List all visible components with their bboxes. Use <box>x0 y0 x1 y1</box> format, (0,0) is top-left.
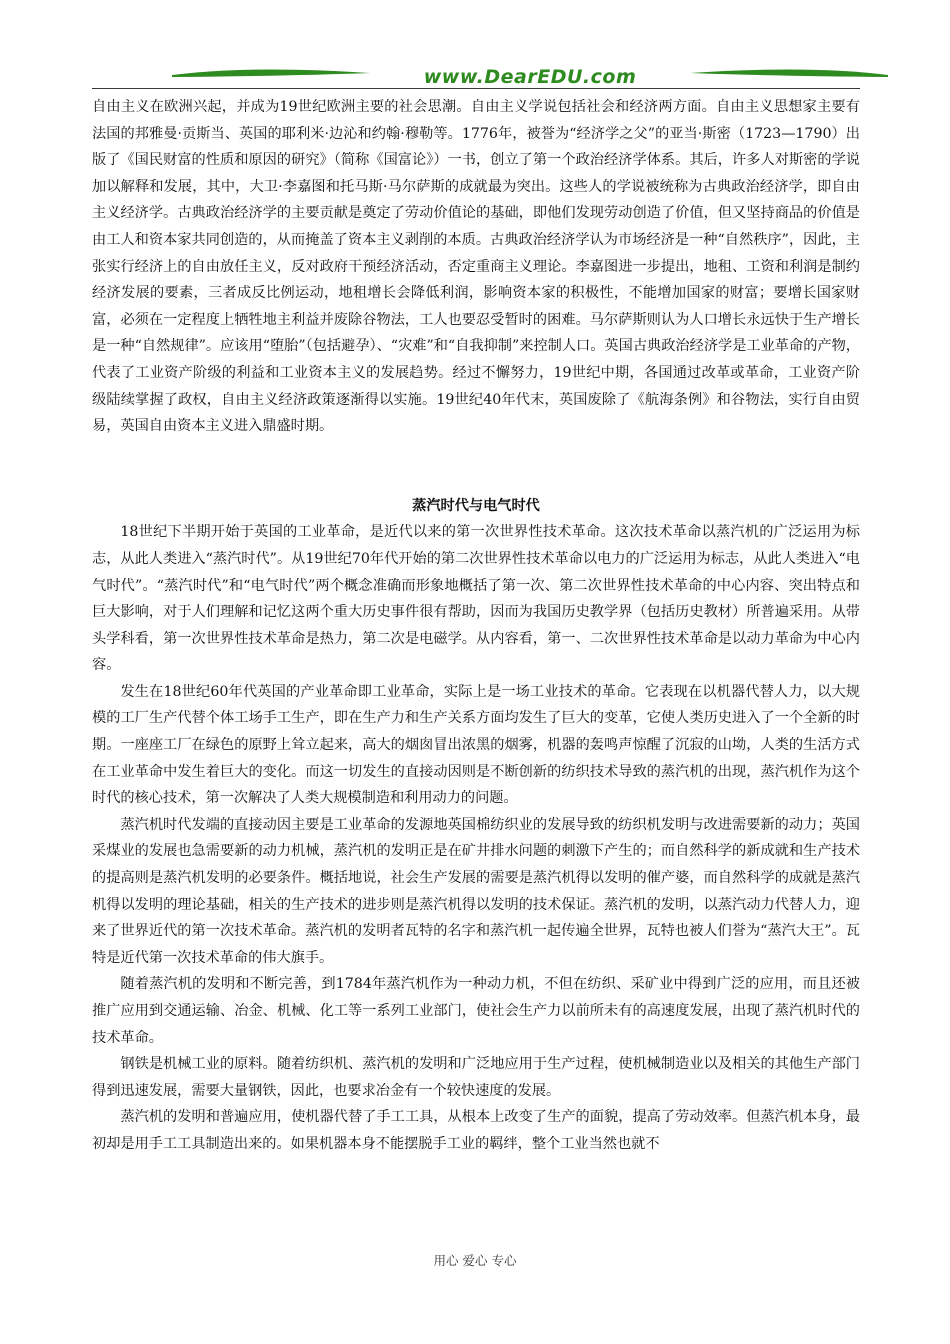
section-gap <box>92 440 860 493</box>
body-paragraph: 发生在18世纪60年代英国的产业革命即工业革命，实际上是一场工业技术的革命。它表现在以机器代替人力，以大规模的工厂生产代替个体工场手工生产，即在生产力和生产关系方面均发生了巨大的变革，它使人类历史进入了一个全新的时期。一座座工厂在绿色的原野上耸立起来，高大的烟囱冒出浓黑的烟雾，机器的轰鸣声惊醒了沉寂的山坳，人类的生活方式在工业革命中发生着巨大的变化。而这一切发生的直接动因则是不断创新的纺织技术导致的蒸汽机的出现，蒸汽机作为这个时代的核心技术，第一次解决了人类大规模制造和利用动力的问题。 <box>92 683 860 807</box>
body-paragraph: 蒸汽机的发明和普遍应用，使机器代替了手工工具，从根本上改变了生产的面貌，提高了劳动效率。但蒸汽机本身，最初却是用手工工具制造出来的。如果机器本身不能摆脱手工业的羁绊，整个工业当然也就不 <box>92 1109 860 1152</box>
page-footer: 用心 爱心 专心 <box>433 1253 517 1268</box>
site-header <box>170 58 890 98</box>
body-paragraph: 18世纪下半期开始于英国的工业革命，是近代以来的第一次世界性技术革命。这次技术革命以蒸汽机的广泛运用为标志，从此人类进入“蒸汽时代”。从19世纪70年代开始的第二次世界性技术革命以电力的广泛运用为标志，从此人类进入“电气时代”。“蒸汽时代”和“电气时代”两个概念准确而形象地概括了第一次、第二次世界性技术革命的中心内容、突出特点和巨大影响，对于人们理解和记忆这两个重大历史事件很有帮助，因而为我国历史教学界（包括历史教材）所普遍采用。从带头学科看，第一次世界性技术革命是热力，第二次是电磁学。从内容看，第一、二次世界性技术革命是以动力革命为中心内容。 <box>92 524 860 674</box>
body-paragraph: 随着蒸汽机的发明和不断完善，到1784年蒸汽机作为一种动力机，不但在纺织、采矿业中得到广泛的应用，而且还被推广应用到交通运输、冶金、机械、化工等一系列工业部门，使社会生产力以前所未有的高速度发展，出现了蒸汽机时代的技术革命。 <box>92 976 860 1046</box>
site-logo[interactable]: www.DearEDU.com <box>423 66 637 88</box>
body-paragraph: 钢铁是机械工业的原料。随着纺织机、蒸汽机的发明和广泛地应用于生产过程，使机械制造业以及相关的其他生产部门得到迅速发展，需要大量钢铁，因此，也要求冶金有一个较快速度的发展。 <box>92 1056 860 1099</box>
body-paragraph: 蒸汽机时代发端的直接动因主要是工业革命的发源地英国棉纺织业的发展导致的纺织机发明与改进需要新的动力；英国采煤业的发展也急需要新的动力机械，蒸汽机的发明正是在矿井排水问题的刺激下产生的；而自然科学的新成就和生产技术的提高则是蒸汽机发明的必要条件。概括地说，社会生产发展的需要是蒸汽机得以发明的催产婆，而自然科学的成就是蒸汽机得以发明的理论基础，相关的生产技术的进步则是蒸汽机得以发明的技术保证。蒸汽机的发明，以蒸汽动力代替人力，迎来了世界近代的第一次技术革命。蒸汽机的发明者瓦特的名字和蒸汽机一起传遍全世界，瓦特也被人们誉为“蒸汽大王”。瓦特是近代第一次技术革命的伟大旗手。 <box>92 816 860 966</box>
intro-paragraph: 自由主义在欧洲兴起，并成为19世纪欧洲主要的社会思潮。自由主义学说包括社会和经济两方面。自由主义思想家主要有法国的邦雅曼·贡斯当、英国的耶利米·边沁和约翰·穆勒等。1776年，被誉为“经济学之父”的亚当·斯密（1723—1790）出版了《国民财富的性质和原因的研究》（简称《国富论》）一书，创立了第一个政治经济学体系。其后，许多人对斯密的学说加以解释和发展，其中，大卫·李嘉图和托马斯·马尔萨斯的成就最为突出。这些人的学说被统称为古典政治经济学，即自由主义经济学。古典政治经济学的主要贡献是奠定了劳动价值论的基础，即他们发现劳动创造了价值，但又坚持商品的价值是由工人和资本家共同创造的，从而掩盖了资本主义剥削的本质。古典政治经济学认为市场经济是一种“自然秩序”，因此，主张实行经济上的自由放任主义，反对政府干预经济活动，否定重商主义理论。李嘉图进一步提出，地租、工资和利润是制约经济发展的要素，三者成反比例运动，地租增长会降低利润，影响资本家的积极性，不能增加国家的财富；要增长国家财富，必须在一定程度上牺牲地主利益并废除谷物法，工人也要忍受暂时的困难。马尔萨斯则认为人口增长永远快于生产增长是一种“自然规律”。应该用“堕胎”（包括避孕）、“灾难”和“自我抑制”来控制人口。英国古典政治经济学是工业革命的产物，代表了工业资产阶级的利益和工业资本主义的发展趋势。经过不懈努力，19世纪中期，各国通过改革或革命，工业资产阶级陆续掌握了政权，自由主义经济政策逐渐得以实施。19世纪40年代末，英国废除了《航海条例》和谷物法，实行自由贸易，英国自由资本主义进入鼎盛时期。 <box>92 99 860 435</box>
header-divider <box>92 88 860 89</box>
document-body <box>92 94 860 1158</box>
section-title: 蒸汽时代与电气时代 <box>412 497 540 514</box>
